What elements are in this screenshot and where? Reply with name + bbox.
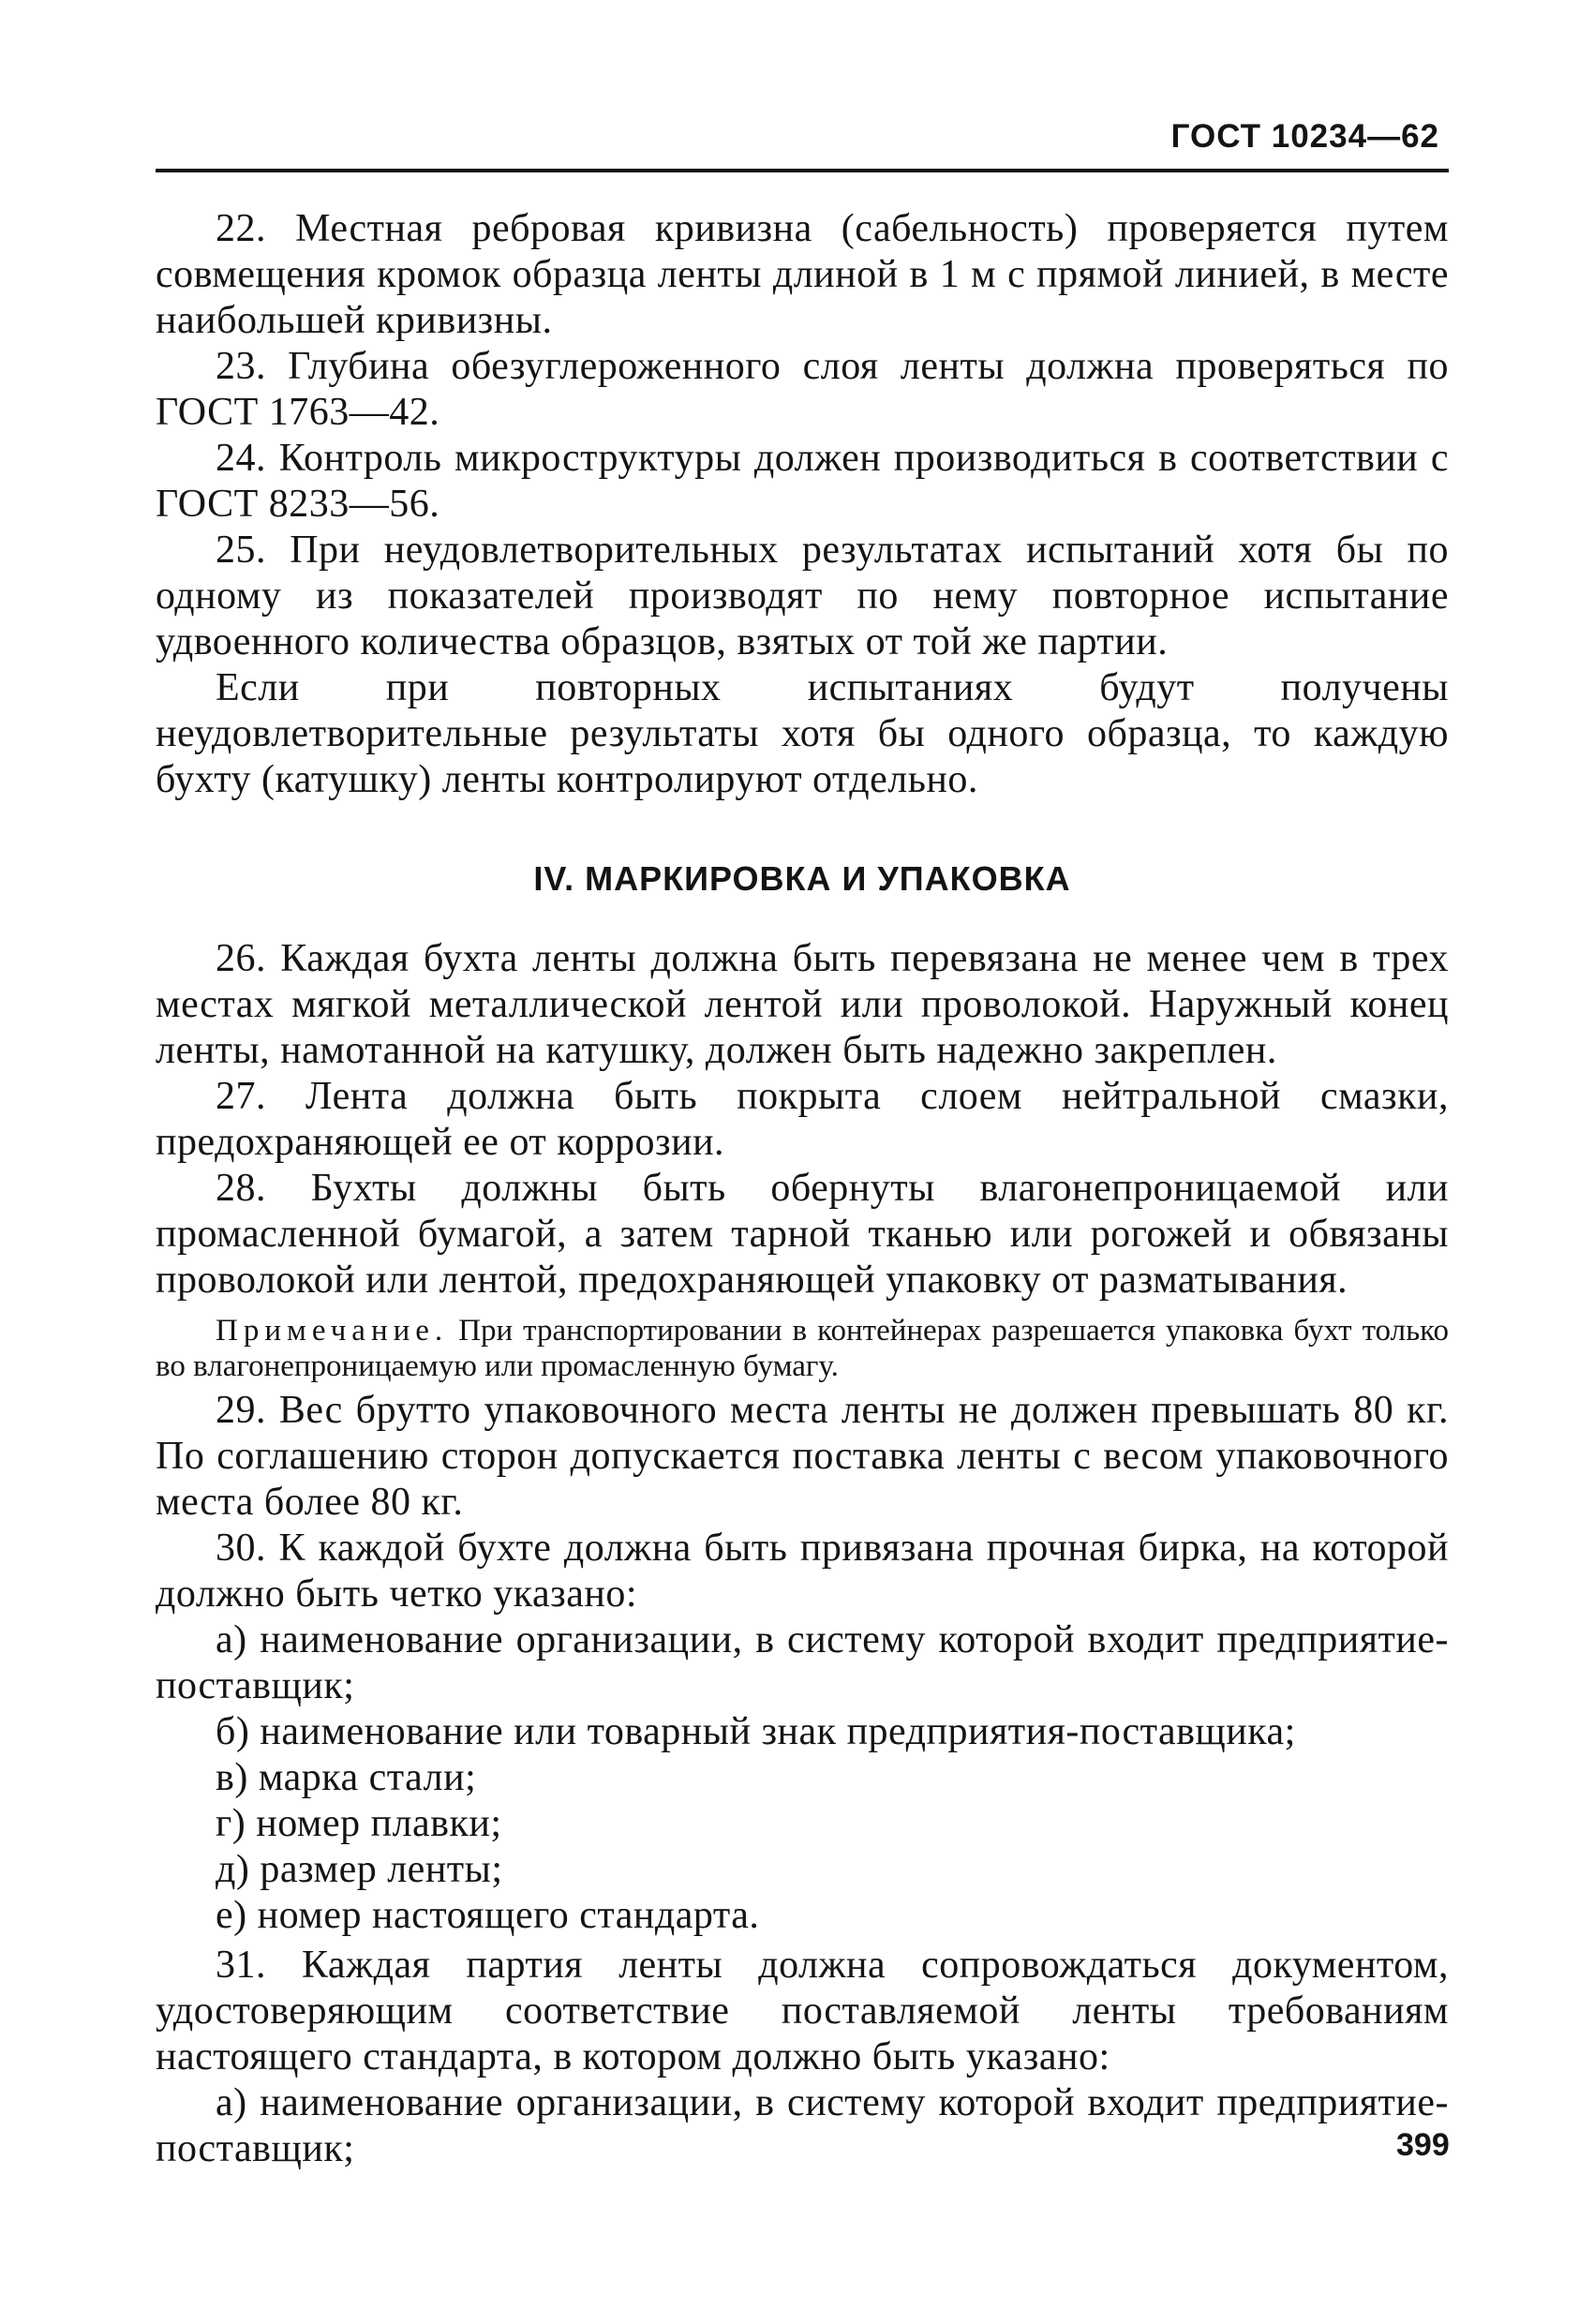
list-item-30f: е) номер настоящего стандарта. xyxy=(216,1894,760,1937)
paragraph-25-continuation: Если при повторных испытаниях будут получены неудовлетворительные результаты хотя бы одного образца, то каждую бухту (катушку) ленты контролируют отдельно. xyxy=(156,666,1449,801)
section-title: IV. МАРКИРОВКА И УПАКОВКА xyxy=(533,859,1071,898)
body-text-top xyxy=(156,206,1449,803)
header-rule xyxy=(156,169,1449,172)
document-page xyxy=(156,112,1449,2172)
list-item-30e: д) размер ленты; xyxy=(216,1848,503,1891)
note xyxy=(156,1313,1449,1384)
paragraph-28: 28. Бухты должны быть обернуты влагонепроницаемой или промасленной бумагой, а затем тарной тканью или рогожей и обвязаны проволокой или лентой, предохраняющей упаковку от разматывания. xyxy=(156,1167,1449,1302)
paragraph-29: 29. Вес брутто упаковочного места ленты не должен превышать 80 кг. По соглашению сторон допускается поставка ленты с весом упаковочного места более 80 кг. xyxy=(156,1389,1449,1524)
paragraph-23: 23. Глубина обезуглероженного слоя ленты должна проверяться по ГОСТ 1763—42. xyxy=(156,345,1449,434)
paragraph-26: 26. Каждая бухта ленты должна быть перевязана не менее чем в трех местах мягкой металлической лентой или проволокой. Наружный конец ленты, намотанной на катушку, должен быть надежно закреплен. xyxy=(156,937,1449,1072)
list-item-30b: б) наименование или товарный знак предприятия-поставщика; xyxy=(216,1710,1296,1753)
body-text-mid xyxy=(156,936,1449,1304)
list-31 xyxy=(156,2080,1449,2172)
paragraph-30: 30. К каждой бухте должна быть привязана прочная бирка, на которой должно быть четко указано: xyxy=(156,1527,1449,1616)
list-item-31a: а) наименование организации, в систему которой входит предприятие-поставщик; xyxy=(156,2081,1449,2170)
paragraph-25: 25. При неудовлетворительных результатах испытаний хотя бы по одному из показателей производят по нему повторное испытание удвоенного количества образцов, взятых от той же партии. xyxy=(156,529,1449,663)
list-item-30a: а) наименование организации, в систему которой входит предприятие-поставщик; xyxy=(156,1618,1449,1707)
note-text: При транспортировании в контейнерах разрешается упаковка бухт только во влагонепроницаемую или промасленную бумагу. xyxy=(156,1314,1450,1383)
note-label: Примечание. xyxy=(216,1314,449,1348)
list-item-30c: в) марка стали; xyxy=(216,1756,477,1799)
paragraph-24: 24. Контроль микроструктуры должен производиться в соответствии с ГОСТ 8233—56. xyxy=(156,437,1449,526)
paragraph-31: 31. Каждая партия ленты должна сопровождаться документом, удостоверяющим соответствие поставляемой ленты требованиям настоящего стандарта, в котором должно быть указано: xyxy=(156,1944,1449,2078)
list-30 xyxy=(156,1617,1449,1939)
running-header: ГОСТ 10234—62 xyxy=(1170,118,1439,155)
paragraph-22: 22. Местная ребровая кривизна (сабельность) проверяется путем совмещения кромок образца ленты длиной в 1 м с прямой линией, в месте наибольшей кривизны. xyxy=(156,207,1449,342)
paragraph-27: 27. Лента должна быть покрыта слоем нейтральной смазки, предохраняющей ее от коррозии. xyxy=(156,1075,1449,1164)
list-item-30d: г) номер плавки; xyxy=(216,1802,502,1845)
body-text-low xyxy=(156,1388,1449,2172)
page-number: 399 xyxy=(1396,2127,1450,2163)
